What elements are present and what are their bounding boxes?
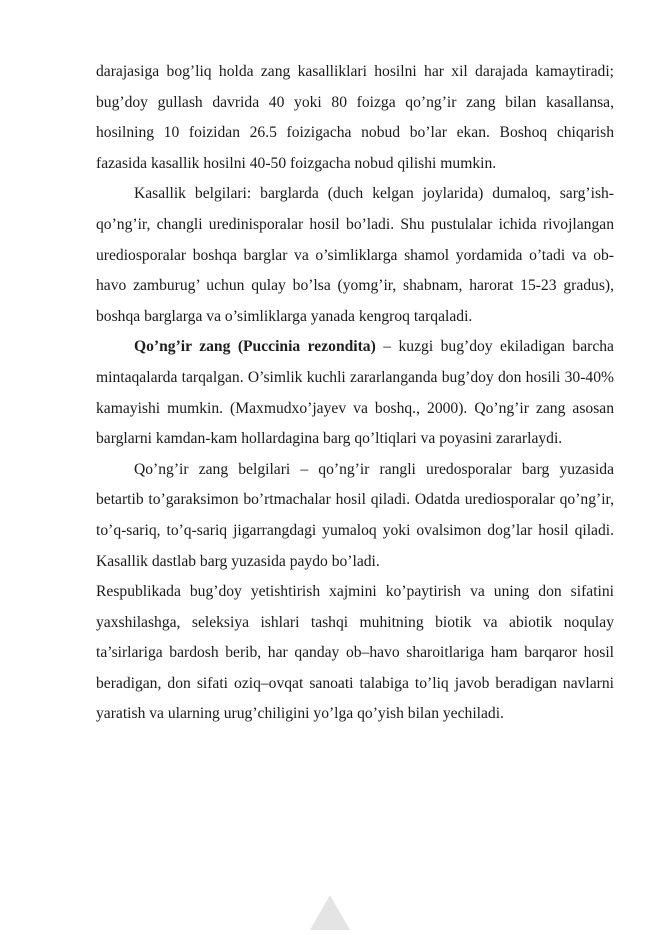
paragraph-4: Qo’ng’ir zang belgilari – qo’ng’ir rangli uredosporalar barg yuzasida betartib to’garaksimon bo’rtmachalar hosil qiladi. Odatda urediosporalar qo’ng’ir, to’q-sariq, to’q-sariq jigarrangdagi yumaloq yoki ovalsimon dog’lar hosil qiladi. Kasallik dastlab barg yuzasida paydo bo’ladi. [96,460,614,570]
paragraph-2: Kasallik belgilari: barglarda (duch kelgan joylarida) dumaloq, sarg’ish-qo’ng’ir, changli uredinisporalar hosil bo’ladi. Shu pustulalar ichida rivojlangan urediosporalar boshqa barglar va o’simliklarga shamol yordamida o’tadi va ob-havo zamburug’ uchun qulay bo’lsa (yomg’ir, shabnam, harorat 15-23 gradus), boshqa barglarga va o’simliklarga yanada kengroq tarqaladi. [96,185,614,325]
paragraph-5: Respublikada bug’doy yetishtirish xajmini ko’paytirish va uning don sifatini yaxshilashga, seleksiya ishlari tashqi muhitning biotik va abiotik noqulay ta’sirlariga bardosh berib, har qanday ob–havo sharoitlariga ham barqaror hosil beradigan, don sifati oziq–ovqat sanoati talabiga to’liq javob beradigan navlarni yaratish va ularning urug’chiligini yo’lga qo’yish bilan yechiladi. [96,583,614,723]
watermark-logo-icon [200,890,460,935]
document-body [96,57,614,730]
paragraph-3-bold-lead: Qo’ng’ir zang (Puccinia rezondita) [134,338,376,356]
paragraph-3-text: – kuzgi bug’doy ekiladigan barcha mintaqalarda tarqalgan. O’simlik kuchli zararlanganda bug’doy don hosili 30-40% kamayishi mumkin. (Maxmudxo’jayev va boshq., 2000). Qo’ng’ir zang asosan barglarni kamdan-kam hollardagina barg qo’ltiqlari va poyasini zararlaydi. [96,338,614,448]
paragraph-1: darajasiga bog’liq holda zang kasalliklari hosilni har xil darajada kamaytiradi; bug’doy gullash davrida 40 yoki 80 foizga qo’ng’ir zang bilan kasallansa, hosilning 10 foizidan 26.5 foizigacha nobud bo’lar ekan. Boshoq chiqarish fazasida kasallik hosilni 40-50 foizgacha nobud qilishi mumkin. [96,63,614,172]
paragraph-3 [96,332,614,454]
